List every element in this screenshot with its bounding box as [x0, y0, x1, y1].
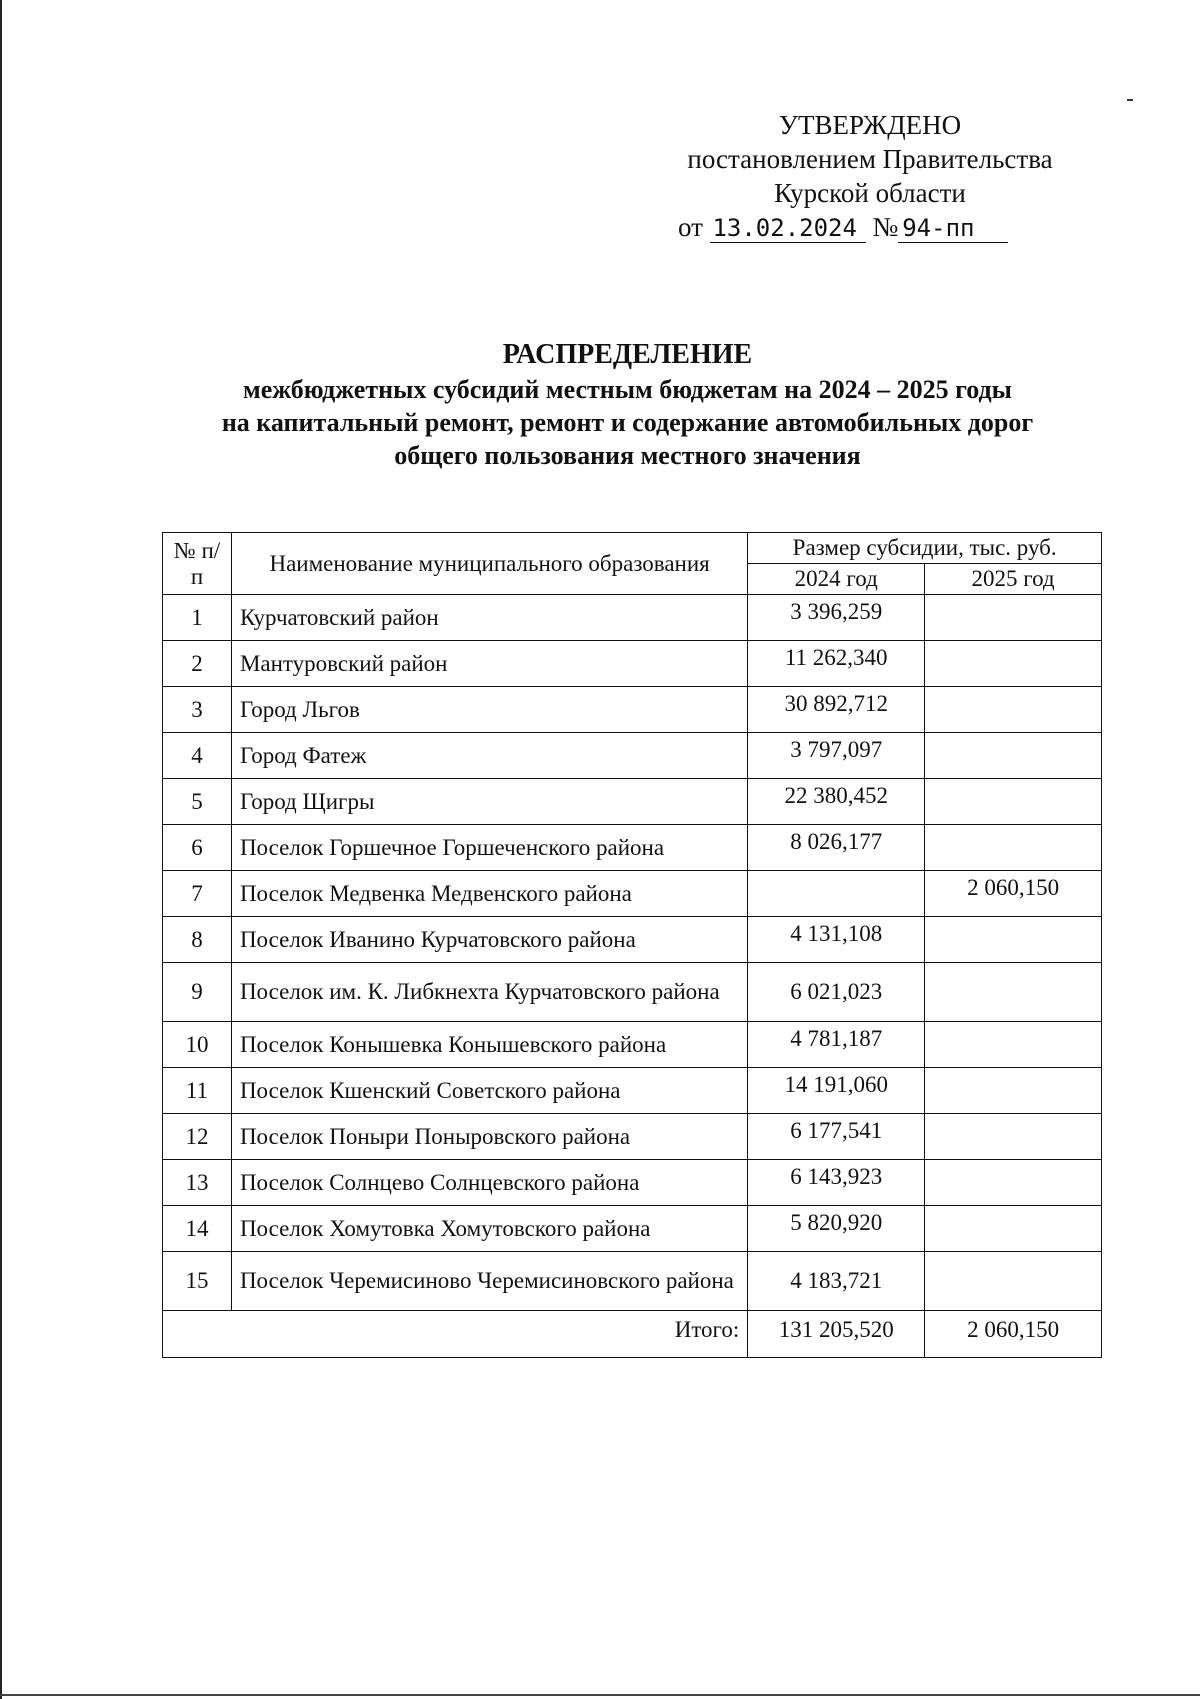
table-row: [163, 733, 1102, 779]
row-2025: [925, 1114, 1102, 1160]
row-name: Город Щигры: [231, 779, 747, 825]
table-row: [163, 595, 1102, 641]
row-2025: [925, 1022, 1102, 1068]
row-num: 10: [163, 1022, 232, 1068]
row-2025: [925, 917, 1102, 963]
row-name: Город Льгов: [231, 687, 747, 733]
table-row: [163, 825, 1102, 871]
row-2024: 30 892,712: [748, 687, 925, 733]
row-name: Город Фатеж: [231, 733, 747, 779]
row-2024: 22 380,452: [748, 779, 925, 825]
table-row: [163, 917, 1102, 963]
page-edge-left: [0, 0, 2, 1699]
table-row: [163, 871, 1102, 917]
row-num: 12: [163, 1114, 232, 1160]
row-name: Поселок Горшечное Горшеченского района: [231, 825, 747, 871]
row-2024: [748, 871, 925, 917]
row-2024: 8 026,177: [748, 825, 925, 871]
row-num: 5: [163, 779, 232, 825]
table-total-row: [163, 1311, 1102, 1358]
header-year-2025: 2025 год: [925, 564, 1102, 595]
header-name: Наименование муниципального образования: [231, 533, 747, 595]
header-amount: Размер субсидии, тыс. руб.: [748, 533, 1102, 564]
row-2025: [925, 963, 1102, 1022]
row-2025: [925, 1206, 1102, 1252]
row-name: Поселок Солнцево Солнцевского района: [231, 1160, 747, 1206]
row-name: Курчатовский район: [231, 595, 747, 641]
row-num: 8: [163, 917, 232, 963]
row-2024: 11 262,340: [748, 641, 925, 687]
header-year-2024: 2024 год: [748, 564, 925, 595]
table-row: [163, 1022, 1102, 1068]
number-prefix: №: [872, 212, 899, 242]
row-2025: [925, 825, 1102, 871]
heading-line-2: на капитальный ремонт, ремонт и содержание автомобильных дорог: [221, 408, 1034, 437]
approval-number: 94-пп: [898, 214, 1008, 243]
row-2024: 5 820,920: [748, 1206, 925, 1252]
row-name: Поселок Хомутовка Хомутовского района: [231, 1206, 747, 1252]
row-2024: 14 191,060: [748, 1068, 925, 1114]
header-num: № п/п: [163, 533, 232, 595]
row-name: Поселок Медвенка Медвенского района: [231, 871, 747, 917]
row-2025: [925, 733, 1102, 779]
total-label: Итого:: [163, 1311, 748, 1358]
table-row: [163, 1252, 1102, 1311]
row-num: 4: [163, 733, 232, 779]
row-num: 3: [163, 687, 232, 733]
row-2024: 4 781,187: [748, 1022, 925, 1068]
table-row: [163, 1206, 1102, 1252]
row-2025: [925, 595, 1102, 641]
row-num: 9: [163, 963, 232, 1022]
row-name: Поселок Иванино Курчатовского района: [231, 917, 747, 963]
total-2024: 131 205,520: [748, 1311, 925, 1358]
table-row: [163, 1160, 1102, 1206]
row-2024: 6 177,541: [748, 1114, 925, 1160]
row-2024: 3 396,259: [748, 595, 925, 641]
table-row: [163, 687, 1102, 733]
row-2025: [925, 1252, 1102, 1311]
row-num: 14: [163, 1206, 232, 1252]
scan-speck: [1127, 99, 1133, 101]
row-name: Поселок Черемисиново Черемисиновского района: [231, 1252, 747, 1311]
approval-date-line: [678, 210, 1080, 244]
row-num: 7: [163, 871, 232, 917]
row-num: 2: [163, 641, 232, 687]
row-2024: 6 021,023: [748, 963, 925, 1022]
row-2025: [925, 779, 1102, 825]
table-row: [163, 1068, 1102, 1114]
row-num: 13: [163, 1160, 232, 1206]
row-num: 1: [163, 595, 232, 641]
approval-title: УТВЕРЖДЕНО: [778, 110, 962, 140]
row-name: Поселок Поныри Поныровского района: [231, 1114, 747, 1160]
table-row: [163, 963, 1102, 1022]
table-row: [163, 1114, 1102, 1160]
row-name: Мантуровский район: [231, 641, 747, 687]
subsidy-table: [162, 532, 1102, 1358]
row-name: Поселок им. К. Либкнехта Курчатовского района: [231, 963, 747, 1022]
row-name: Поселок Конышевка Конышевского района: [231, 1022, 747, 1068]
heading-line-3: общего пользования местного значения: [394, 441, 861, 470]
row-name: Поселок Кшенский Советского района: [231, 1068, 747, 1114]
row-2025: [925, 641, 1102, 687]
page-edge-bottom: [0, 1694, 1200, 1696]
heading-title: РАСПРЕДЕЛЕНИЕ: [502, 339, 753, 370]
approval-line-2: постановлением Правительства: [687, 144, 1053, 174]
approval-line-3: Курской области: [774, 178, 966, 208]
table-row: [163, 641, 1102, 687]
row-2025: [925, 687, 1102, 733]
row-num: 6: [163, 825, 232, 871]
row-2024: 6 143,923: [748, 1160, 925, 1206]
row-2025: [925, 1068, 1102, 1114]
row-num: 11: [163, 1068, 232, 1114]
date-prefix: от: [678, 212, 703, 242]
row-num: 15: [163, 1252, 232, 1311]
approval-date: 13.02.2024: [710, 214, 866, 243]
row-2024: 4 131,108: [748, 917, 925, 963]
heading-line-1: межбюджетных субсидий местным бюджетам на 2024 – 2025 годы: [243, 375, 1012, 404]
total-2025: 2 060,150: [925, 1311, 1102, 1358]
table-header-row: [163, 533, 1102, 564]
row-2024: 4 183,721: [748, 1252, 925, 1311]
row-2024: 3 797,097: [748, 733, 925, 779]
approval-block: [640, 108, 1080, 244]
table-row: [163, 779, 1102, 825]
document-heading: [160, 338, 1095, 472]
row-2025: 2 060,150: [925, 871, 1102, 917]
row-2025: [925, 1160, 1102, 1206]
